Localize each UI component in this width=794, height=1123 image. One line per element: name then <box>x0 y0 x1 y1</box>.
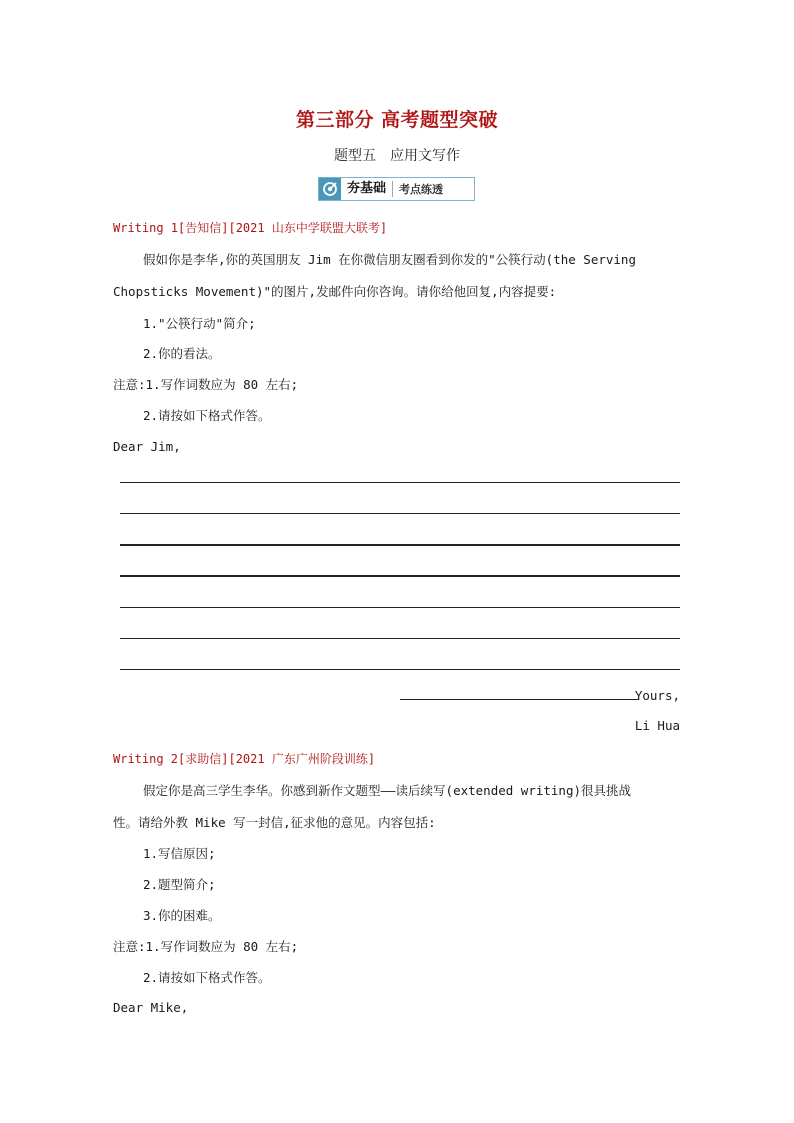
writing2-item-2: 2.题型简介; <box>143 877 216 892</box>
writing1-paragraph-line1: 假如你是李华,你的英国朋友 Jim 在你微信朋友圈看到你发的"公筷行动(the Serving <box>143 252 636 267</box>
writing1-item-1: 1."公筷行动"简介; <box>143 316 256 331</box>
writing1-greeting: Dear Jim, <box>113 439 181 454</box>
writing2-paragraph-line1: 假定你是高三学生李华。你感到新作文题型——读后续写(extended writing)很具挑战 <box>143 783 632 798</box>
answer-line <box>120 544 680 546</box>
writing2-greeting: Dear Mike, <box>113 1000 189 1015</box>
writing2-item-3: 3.你的困难。 <box>143 908 221 923</box>
writing2-paragraph-line2: 性。请给外教 Mike 写一封信,征求他的意见。内容包括: <box>113 815 436 830</box>
page-title: 第三部分 高考题型突破 <box>295 109 499 131</box>
writing1-label: Writing 1[告知信][2021 山东中学联盟大联考] <box>113 221 388 235</box>
answer-line <box>120 669 680 670</box>
answer-line <box>120 482 680 483</box>
section-subtitle: 题型五 应用文写作 <box>334 148 460 164</box>
badge-side-label: 考点练透 <box>399 183 444 196</box>
writing1-signature: Li Hua <box>634 718 680 733</box>
writing1-note-1: 注意:1.写作词数应为 80 左右; <box>113 377 299 392</box>
writing1-closing: Yours, <box>634 688 680 703</box>
section-badge <box>318 177 475 201</box>
answer-line <box>120 607 680 608</box>
badge-main-label: 夯基础 <box>341 181 393 197</box>
answer-line <box>120 575 680 577</box>
writing1-item-2: 2.你的看法。 <box>143 346 221 361</box>
writing2-label: Writing 2[求助信][2021 广东广州阶段训练] <box>113 752 376 766</box>
writing1-note-2: 2.请按如下格式作答。 <box>143 408 271 423</box>
answer-line <box>120 513 680 514</box>
target-check-icon <box>319 178 341 200</box>
writing2-note-1: 注意:1.写作词数应为 80 左右; <box>113 939 299 954</box>
writing2-note-2: 2.请按如下格式作答。 <box>143 970 271 985</box>
writing1-paragraph-line2: Chopsticks Movement)"的图片,发邮件向你咨询。请你给他回复,内容提要: <box>113 284 557 299</box>
writing2-item-1: 1.写信原因; <box>143 846 216 861</box>
answer-line <box>120 638 680 639</box>
closing-blank-line <box>400 699 638 700</box>
